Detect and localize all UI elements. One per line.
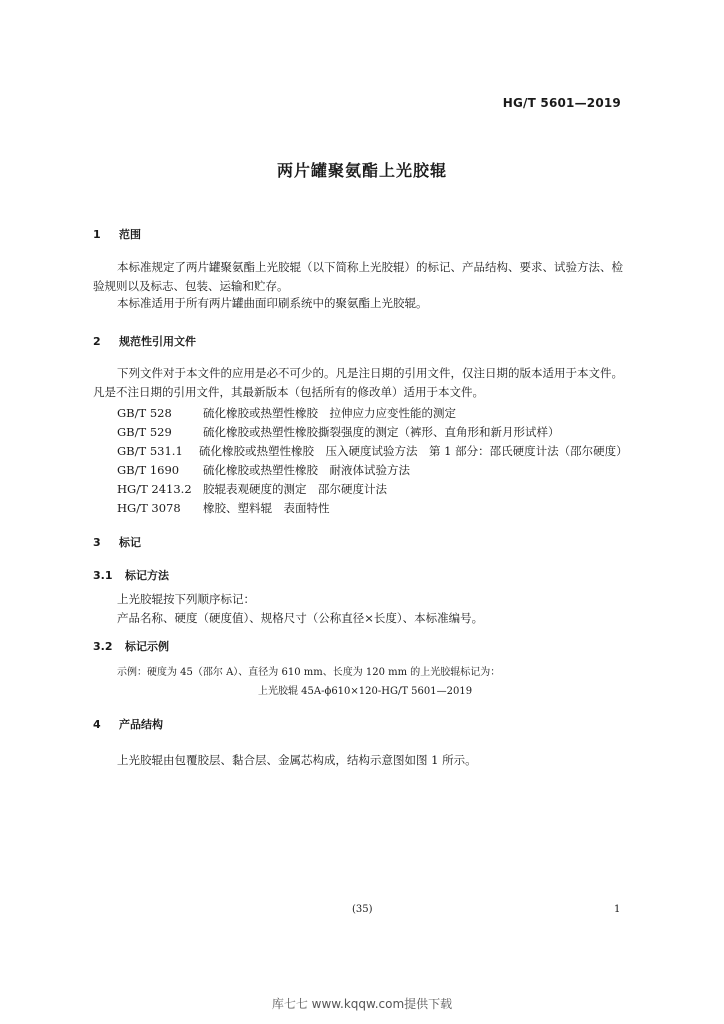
- section-number: 4: [93, 718, 101, 731]
- reference-title: 硫化橡胶或热塑性橡胶撕裂强度的测定（裤形、直角形和新月形试样）: [203, 425, 560, 439]
- reference-item: [117, 443, 628, 459]
- marking-sample: 上光胶辊 45A-ϕ610×120-HG/T 5601—2019: [258, 686, 473, 697]
- marking-example: 示例：硬度为 45（邵尔 A）、直径为 610 mm、长度为 120 mm 的上光胶辊标记为：: [117, 667, 501, 678]
- section-1-heading: [93, 226, 141, 242]
- section-number: 3.2: [93, 640, 113, 653]
- reference-code: GB/T 1690: [117, 463, 180, 477]
- reference-title: 硫化橡胶或热塑性橡胶 拉伸应力应变性能的测定: [203, 406, 456, 420]
- section-4-heading: [93, 716, 163, 732]
- section-3-2-heading: [93, 638, 169, 654]
- section-3-1-heading: [93, 567, 169, 583]
- document-title: 两片罐聚氨酯上光胶辊: [276, 161, 447, 180]
- reference-title: 硫化橡胶或热塑性橡胶 耐液体试验方法: [203, 463, 410, 477]
- reference-title: 胶辊表观硬度的测定 邵尔硬度计法: [203, 482, 387, 496]
- section-title: 范围: [119, 228, 141, 241]
- reference-item: [117, 481, 387, 497]
- reference-code: HG/T 3078: [117, 501, 181, 515]
- section-1-para-1: 本标准规定了两片罐聚氨酯上光胶辊（以下简称上光胶辊）的标记、产品结构、要求、试验方法、检验规则以及标志、包装、运输和贮存。: [93, 260, 623, 293]
- reference-title: 橡胶、塑料辊 表面特性: [203, 501, 330, 515]
- section-title: 规范性引用文件: [119, 335, 196, 348]
- standard-code: HG/T 5601—2019: [502, 96, 621, 110]
- reference-item: [117, 405, 456, 421]
- section-4-para-1: 上光胶辊由包覆胶层、黏合层、金属芯构成，结构示意图如图 1 所示。: [117, 753, 477, 767]
- section-2-heading: [93, 333, 196, 349]
- reference-item: [117, 462, 410, 478]
- section-number: 2: [93, 335, 101, 348]
- page-number-right: 1: [614, 904, 621, 915]
- section-3-heading: [93, 534, 141, 550]
- section-title: 产品结构: [119, 718, 163, 731]
- section-number: 3.1: [93, 569, 113, 582]
- section-1-para-2: 本标准适用于所有两片罐曲面印刷系统中的聚氨酯上光胶辊。: [117, 296, 428, 310]
- reference-code: HG/T 2413.2: [117, 482, 192, 496]
- section-number: 1: [93, 228, 101, 241]
- download-footer: 库七七 www.kqqw.com提供下载: [271, 997, 453, 1011]
- section-3-1-line-1: 上光胶辊按下列顺序标记：: [117, 592, 255, 606]
- section-number: 3: [93, 536, 101, 549]
- section-2-para-1: 下列文件对于本文件的应用是必不可少的。凡是注日期的引用文件，仅注日期的版本适用于本文件。凡是不注日期的引用文件，其最新版本（包括所有的修改单）适用于本文件。: [93, 366, 623, 399]
- section-3-1-line-2: 产品名称、硬度（硬度值）、规格尺寸（公称直径×长度）、本标准编号。: [117, 611, 484, 625]
- reference-item: [117, 424, 560, 440]
- reference-code: GB/T 529: [117, 425, 172, 439]
- section-title: 标记: [119, 536, 141, 549]
- reference-title: 硫化橡胶或热塑性橡胶 压入硬度试验方法 第 1 部分：邵氏硬度计法（邵尔硬度）: [199, 444, 628, 458]
- section-title: 标记方法: [125, 569, 169, 582]
- reference-item: [117, 500, 330, 516]
- page-number-center: (35): [352, 904, 373, 915]
- reference-code: GB/T 531.1: [117, 444, 183, 458]
- section-title: 标记示例: [125, 640, 169, 653]
- reference-code: GB/T 528: [117, 406, 172, 420]
